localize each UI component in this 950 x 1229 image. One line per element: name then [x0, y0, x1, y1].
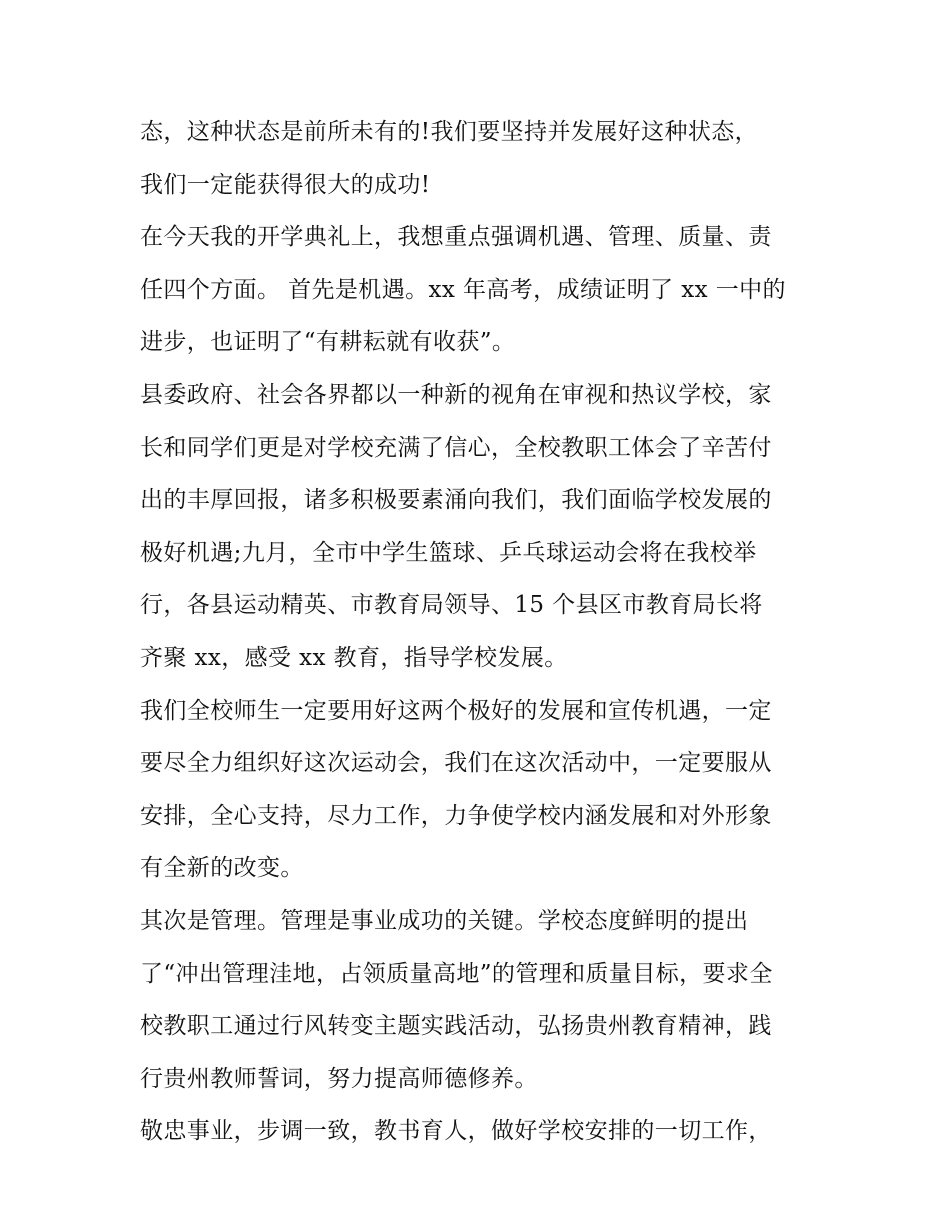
text-line: 在今天我的开学典礼上，我想重点强调机遇、管理、质量、责 [140, 224, 772, 251]
text-line: 态，这种状态是前所未有的!我们要坚持并发展好这种状态， [140, 119, 759, 145]
text-line: 敬忠事业，步调一致，教书育人，做好学校安排的一切工作， [140, 1118, 772, 1145]
text-line: 任四个方面。 首先是机遇。xx 年高考，成绩证明了 xx 一中的 [140, 276, 786, 303]
text-line: 安排，全心支持，尽力工作，力争使学校内涵发展和对外形象 [140, 802, 772, 829]
text-line: 行，各县运动精英、市教育局领导、15 个县区市教育局长将 [140, 592, 763, 619]
text-line: 我们全校师生一定要用好这两个极好的发展和宣传机遇，一定 [140, 697, 772, 724]
text-line: 行贵州教师誓词，努力提高师德修养。 [140, 1065, 538, 1092]
text-line: 出的丰厚回报，诸多积极要素涌向我们，我们面临学校发展的 [140, 487, 772, 514]
text-line: 要尽全力组织好这次运动会，我们在这次活动中，一定要服从 [140, 750, 772, 777]
text-line: 了“冲出管理洼地，占领质量高地”的管理和质量目标，要求全 [140, 960, 773, 987]
text-line: 其次是管理。管理是事业成功的关键。学校态度鲜明的提出 [140, 907, 749, 934]
text-line: 县委政府、社会各界都以一种新的视角在审视和热议学校，家 [140, 381, 772, 408]
document-body [140, 106, 820, 1158]
text-line: 有全新的改变。 [140, 855, 304, 882]
text-line: 校教职工通过行风转变主题实践活动，弘扬贵州教育精神，践 [140, 1013, 772, 1040]
text-line: 齐聚 xx，感受 xx 教育，指导学校发展。 [140, 644, 568, 671]
text-line: 我们一定能获得很大的成功! [140, 171, 431, 198]
text-line: 进步，也证明了“有耕耘就有收获”。 [140, 329, 516, 356]
text-line: 长和同学们更是对学校充满了信心，全校教职工体会了辛苦付 [140, 434, 772, 461]
text-line: 极好机遇;九月，全市中学生篮球、乒乓球运动会将在我校举 [140, 539, 757, 566]
